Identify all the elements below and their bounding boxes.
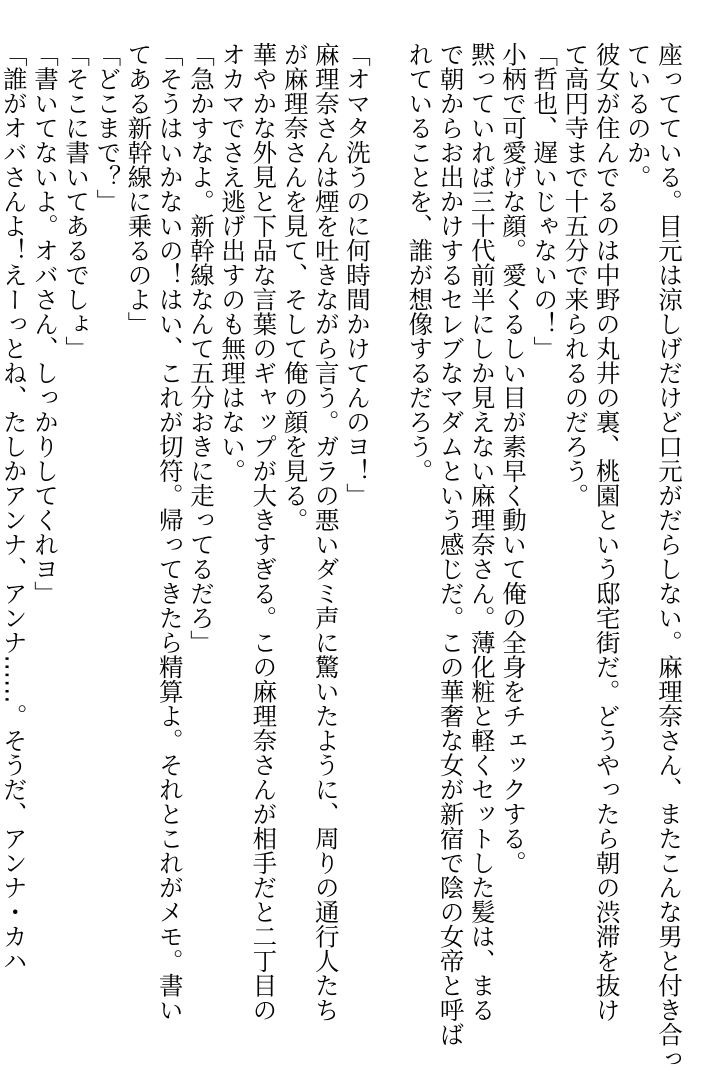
text-line: 「哲也、遅いじゃないの！」 xyxy=(530,42,560,361)
text-line: て高円寺まで十五分で来られるのだろう。 xyxy=(561,42,591,508)
text-line: ているのか。 xyxy=(623,42,653,189)
text-line: 黙っていれば三十代前半にしか見えない麻理奈さん。薄化粧と軽くセットした髪は、まる xyxy=(467,42,497,1022)
text-line: 「オマタ洗うのに何時間かけてんのヨ！」 xyxy=(342,42,372,508)
text-line: 小柄で可愛げな顔。愛くるしい目が素早く動いて俺の全身をチェックする。 xyxy=(498,42,528,875)
text-line: 麻理奈さんは煙を吐きながら言う。ガラの悪いダミ声に驚いたように、周りの通行人たち xyxy=(311,42,341,1022)
text-line: 「そこに書いてあるでしょ」 xyxy=(62,42,92,361)
text-line: 「どこまで？」 xyxy=(93,42,123,214)
text-line: 「そうはいかないの！はい、これが切符。帰ってきたら精算よ。それとこれがメモ。書い xyxy=(155,42,185,1022)
text-line: で朝からお出かけするセレブなマダムという感じだ。この華奢な女が新宿で陰の女帝と呼ば xyxy=(436,42,466,1047)
text-line: れていることを、誰が想像するだろう。 xyxy=(405,42,435,483)
text-line: オカマでさえ逃げ出すのも無理はない。 xyxy=(218,42,248,483)
text-line: 「書いてないよ。オバさん、しっかりしてくれヨ」 xyxy=(30,42,60,606)
text-line: が麻理奈さんを見て、そして俺の顔を見る。 xyxy=(280,42,310,532)
text-line: 「急かすなよ。新幹線なんて五分おきに走ってるだろ」 xyxy=(186,42,216,655)
text-line: 彼女が住んでるのは中野の丸井の裏、桃園という邸宅街だ。どうやったら朝の渋滞を抜け xyxy=(592,42,622,1022)
text-line: 座ってている。目元は涼しげだけど口元がだらしない。麻理奈さん、またこんな男と付き合っ xyxy=(655,42,684,1071)
text-line xyxy=(373,42,404,982)
text-line: てある新幹線に乗るのよ」 xyxy=(124,42,154,336)
text-line: 華やかな外見と下品な言葉のギャップが大きすぎる。この麻理奈さんが相手だと二丁目の xyxy=(249,42,279,1022)
text-line: 「誰がオバさんよ！えーっとね、たしかアンナ、アンナ……。そうだ、アンナ・カハ xyxy=(0,42,29,973)
vertical-text-body xyxy=(0,42,685,1071)
